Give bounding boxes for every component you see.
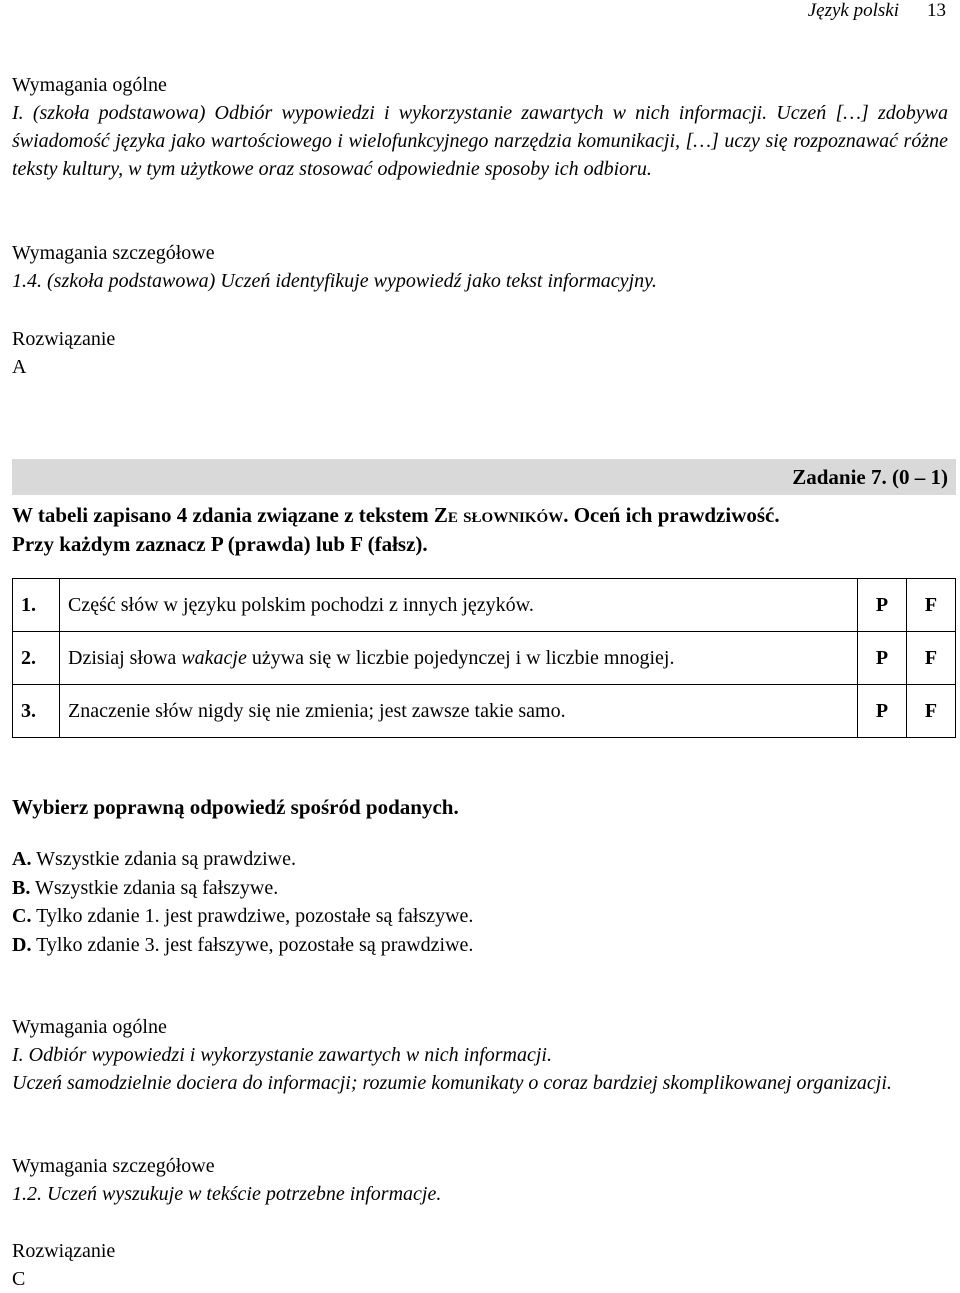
general-requirements-label: Wymagania ogólne (12, 74, 167, 96)
table-row (13, 685, 956, 738)
row-statement: Znaczenie słów nigdy się nie zmienia; jest zawsze takie samo. (60, 685, 858, 738)
row-statement (60, 632, 858, 685)
solution-top (12, 325, 948, 381)
row-statement-italic-word: wakacje (181, 646, 247, 669)
option-false[interactable]: F (907, 632, 956, 685)
table-row (13, 579, 956, 632)
option-letter: C. (12, 905, 32, 927)
answer-option-a[interactable] (12, 845, 473, 874)
option-false[interactable]: F (907, 685, 956, 738)
row-number: 3. (13, 685, 60, 738)
option-letter: D. (12, 933, 32, 956)
detailed-requirements-text: 1.4. (szkoła podstawowa) Uczeń identyfikuje wypowiedź jako tekst informacyjny. (12, 270, 657, 292)
detailed-requirements-label: Wymagania szczegółowe (12, 1155, 215, 1177)
option-letter: A. (12, 848, 32, 870)
solution-bottom (12, 1237, 948, 1293)
answer-options (12, 845, 473, 959)
task-intro-part-3: Przy każdym zaznacz P (prawda) lub F (fałsz). (12, 532, 428, 556)
general-requirements-text: I. (szkoła podstawowa) Odbiór wypowiedzi i wykorzystanie zawartych w nich informacji. Uczeń […] zdobywa świadomość języka jako wartościowego i wielofunkcyjnego narzędzia komunikacji, […] uczy się rozpoznawać różne teksty kultury, w tym użytkowe oraz stosować odpowiednie sposoby ich odbioru. (12, 102, 948, 180)
table-row (13, 632, 956, 685)
detailed-requirements-label: Wymagania szczegółowe (12, 242, 215, 264)
row-statement-part: używa się w liczbie pojedynczej i w liczbie mnogiej. (246, 646, 675, 669)
detailed-requirements-bottom (12, 1152, 948, 1208)
row-number: 1. (13, 579, 60, 632)
page-number: 13 (927, 0, 946, 21)
running-header (808, 0, 946, 22)
option-true[interactable]: P (858, 632, 907, 685)
option-text: Tylko zdanie 3. jest fałszywe, pozostałe są prawdziwe. (31, 933, 474, 956)
option-false[interactable]: F (907, 579, 956, 632)
row-number: 2. (13, 632, 60, 685)
general-requirements-top (12, 71, 948, 183)
solution-value: C (12, 1268, 26, 1290)
detailed-requirements-top (12, 239, 948, 295)
general-requirements-bottom (12, 1013, 948, 1097)
row-statement-part: Dzisiaj słowa (68, 646, 182, 669)
task-intro-part-2: . Oceń ich prawdziwość. (563, 503, 780, 527)
solution-label: Rozwiązanie (12, 328, 116, 350)
task-intro-part-1: W tabeli zapisano 4 zdania związane z tekstem (12, 503, 429, 527)
option-letter: B. (12, 876, 31, 899)
option-true[interactable]: P (858, 579, 907, 632)
task-instructions (12, 501, 952, 559)
option-text: Wszystkie zdania są prawdziwe. (31, 848, 296, 870)
row-statement: Część słów w języku polskim pochodzi z innych języków. (60, 579, 858, 632)
choose-instruction: Wybierz poprawną odpowiedź spośród podanych. (12, 795, 459, 819)
solution-value: A (12, 356, 27, 378)
answer-option-d[interactable] (12, 931, 473, 960)
option-text: Tylko zdanie 1. jest prawdziwe, pozostałe są fałszywe. (31, 905, 474, 927)
option-text: Wszystkie zdania są fałszywe. (30, 876, 279, 899)
true-false-table (12, 578, 956, 738)
general-requirements-line-1: I. Odbiór wypowiedzi i wykorzystanie zawartych w nich informacji. (12, 1044, 552, 1066)
general-requirements-label: Wymagania ogólne (12, 1016, 167, 1038)
subject-name: Język polski (807, 0, 899, 21)
task-source-title: Ze słowników (433, 503, 564, 527)
task-title: Zadanie 7. (0 – 1) (792, 465, 948, 489)
general-requirements-line-2: Uczeń samodzielnie dociera do informacji; rozumie komunikaty o coraz bardziej skomplikowanej organizacji. (12, 1072, 892, 1094)
task-header-bar (12, 459, 956, 495)
detailed-requirements-text: 1.2. Uczeń wyszukuje w tekście potrzebne informacje. (12, 1183, 442, 1205)
answer-option-b[interactable] (12, 874, 473, 903)
answer-option-c[interactable] (12, 902, 473, 931)
option-true[interactable]: P (858, 685, 907, 738)
solution-label: Rozwiązanie (12, 1240, 116, 1262)
